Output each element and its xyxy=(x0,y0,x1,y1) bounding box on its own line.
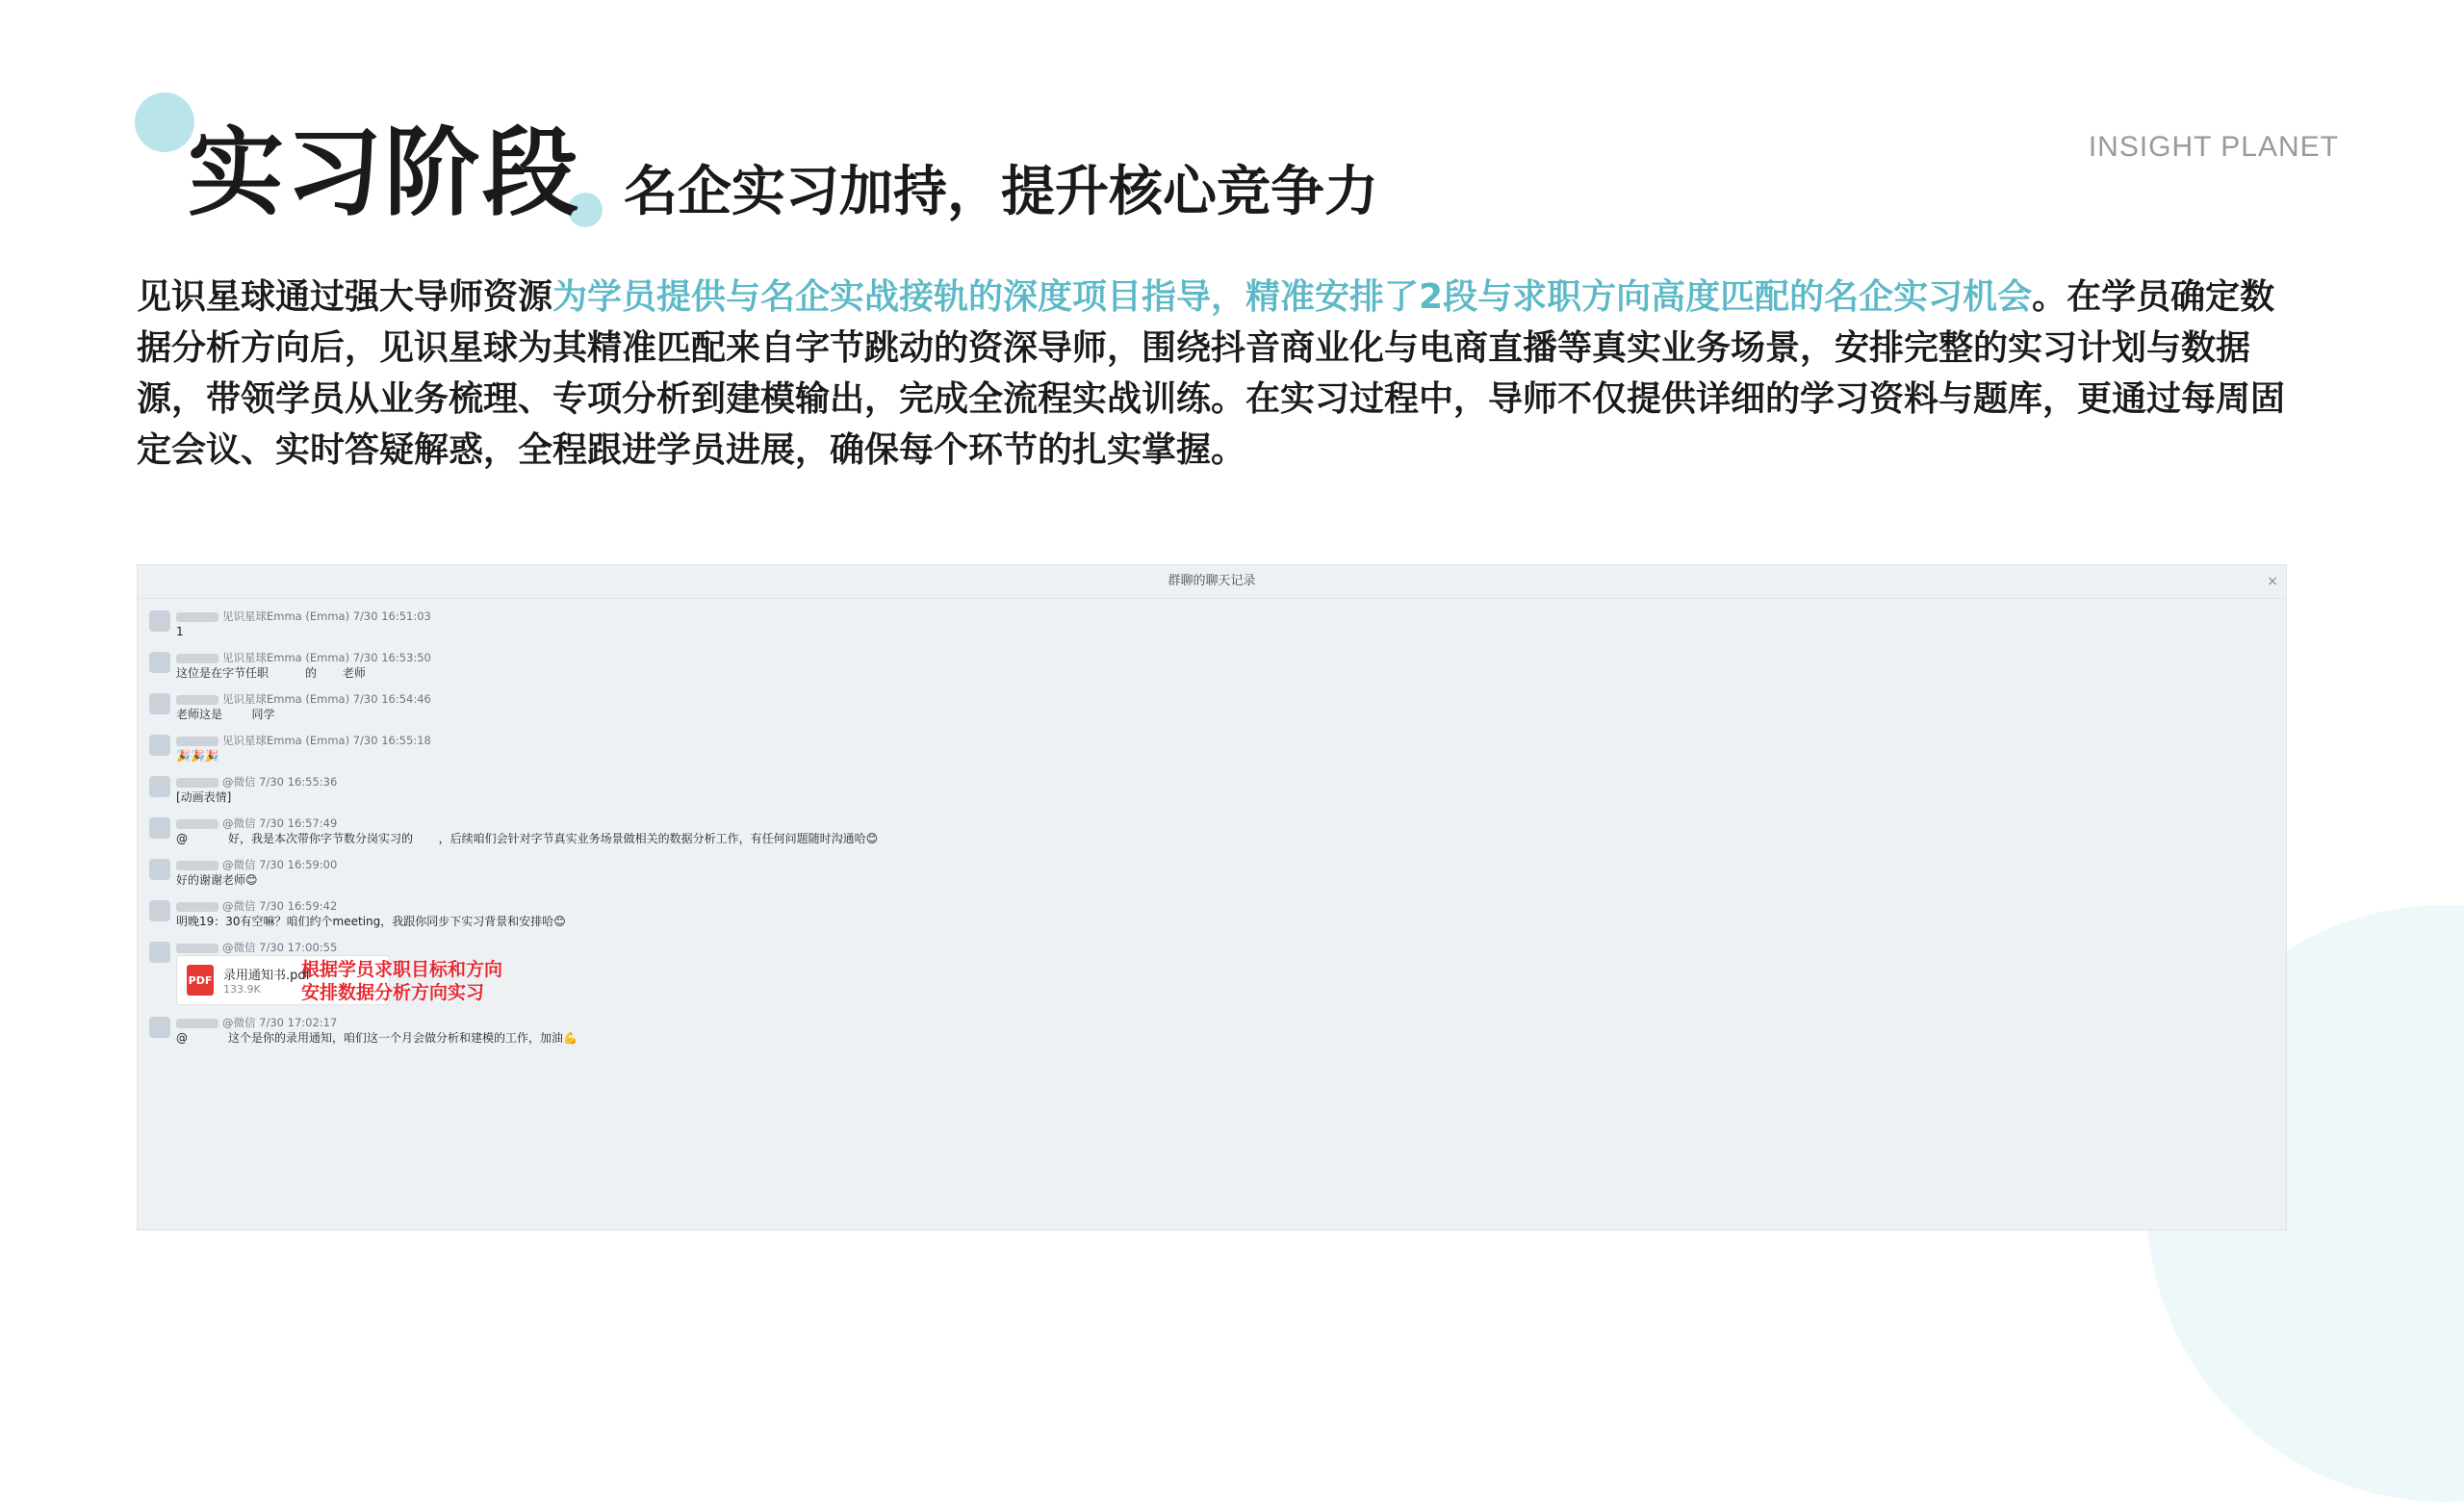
message-sender-time: @微信 7/30 16:55:36 xyxy=(222,775,338,789)
avatar xyxy=(149,652,170,673)
avatar xyxy=(149,693,170,714)
message-text: 1 xyxy=(176,625,184,638)
redacted-name xyxy=(176,778,218,788)
avatar xyxy=(149,859,170,880)
chat-message xyxy=(176,898,2271,930)
message-meta xyxy=(176,1015,2271,1030)
message-meta xyxy=(176,774,2271,790)
redacted-name xyxy=(176,861,218,870)
message-text: @ 好，我是本次带你字节数分岗实习的 ，后续咱们会针对字节真实业务场景做相关的数据分析工作，有任何问题随时沟通哈😊 xyxy=(176,832,879,845)
avatar xyxy=(149,817,170,839)
message-meta xyxy=(176,898,2271,914)
message-meta xyxy=(176,857,2271,872)
page-title: 实习阶段 xyxy=(188,117,580,229)
redacted-name xyxy=(176,944,218,953)
message-text: 老师这是 同学 xyxy=(176,708,275,721)
redacted-name xyxy=(176,612,218,622)
message-text: 明晚19：30有空嘛？咱们约个meeting，我跟你同步下实习背景和安排哈😊 xyxy=(176,915,566,928)
message-sender-time: @微信 7/30 17:00:55 xyxy=(222,941,338,954)
avatar xyxy=(149,1017,170,1038)
chat-message xyxy=(176,816,2271,847)
message-text: [动画表情] xyxy=(176,790,232,804)
file-info xyxy=(223,965,310,996)
file-name: 录用通知书.pdf xyxy=(223,969,311,983)
message-sender-time: 见识星球Emma (Emma) 7/30 16:51:03 xyxy=(222,609,431,623)
chat-panel xyxy=(137,564,2287,1230)
message-text: 好的谢谢老师😊 xyxy=(176,873,258,887)
message-sender-time: 见识星球Emma (Emma) 7/30 16:53:50 xyxy=(222,651,431,664)
message-sender-time: 见识星球Emma (Emma) 7/30 16:55:18 xyxy=(222,734,431,747)
annotation-label: 根据学员求职目标和方向 安排数据分析方向实习 xyxy=(301,959,503,1003)
message-meta xyxy=(176,733,2271,748)
chat-message xyxy=(176,733,2271,764)
chat-screenshot-gallery xyxy=(137,564,2287,1230)
chat-message xyxy=(176,857,2271,889)
message-meta xyxy=(176,691,2271,707)
avatar xyxy=(149,900,170,921)
message-sender-time: @微信 7/30 16:57:49 xyxy=(222,816,338,830)
avatar xyxy=(149,942,170,963)
message-text: 🎉🎉🎉 xyxy=(176,749,219,763)
message-sender-time: @微信 7/30 16:59:00 xyxy=(222,858,338,871)
message-meta xyxy=(176,816,2271,831)
chat-message xyxy=(176,650,2271,682)
close-icon[interactable]: × xyxy=(2267,574,2278,589)
file-size: 133.9K xyxy=(223,983,261,996)
avatar xyxy=(149,735,170,756)
message-meta xyxy=(176,650,2271,665)
redacted-name xyxy=(176,737,218,746)
redacted-name xyxy=(176,695,218,705)
intro-paragraph xyxy=(137,272,2289,476)
message-sender-time: @微信 7/30 17:02:17 xyxy=(222,1016,338,1029)
chat-message xyxy=(176,1015,2271,1047)
panel-header xyxy=(138,565,2286,599)
chat-message xyxy=(176,609,2271,640)
redacted-name xyxy=(176,654,218,663)
message-sender-time: 见识星球Emma (Emma) 7/30 16:54:46 xyxy=(222,692,431,706)
avatar xyxy=(149,776,170,797)
avatar xyxy=(149,610,170,632)
redacted-name xyxy=(176,1019,218,1028)
panel-title: 群聊的聊天记录 xyxy=(1168,574,1256,588)
redacted-name xyxy=(176,819,218,829)
message-text: 这位是在字节任职 的 老师 xyxy=(176,666,366,680)
intro-highlight: 为学员提供与名企实战接轨的深度项目指导，精准安排了2段与求职方向高度匹配的名企实习机会 xyxy=(552,277,2033,317)
brand-logo-text: INSIGHT PLANET xyxy=(2088,131,2339,163)
message-sender-time: @微信 7/30 16:59:42 xyxy=(222,899,338,913)
intro-text-part2: 。在学员确定数据分析方向后，见识星球为其精准匹配来自字节跳动的资深导师，围绕抖音商业化与电商直播等真实业务场景，安排完整的实习计划与数据源，带领学员从业务梳理、专项分析到建模输出，完成全流程实战训练。在实习过程中，导师不仅提供详细的学习资料与题库，更通过每周固定会议、实时答疑解惑，全程跟进学员进展，确保每个环节的扎实掌握。 xyxy=(137,277,2286,470)
message-meta xyxy=(176,609,2271,624)
chat-message xyxy=(176,774,2271,806)
intro-text-part1: 见识星球通过强大导师资源 xyxy=(137,277,553,317)
page-subtitle: 名企实习加持，提升核心竞争力 xyxy=(624,161,1378,223)
message-meta xyxy=(176,940,2271,955)
decorative-dot xyxy=(135,92,194,152)
chat-message xyxy=(176,691,2271,723)
message-text: @ 这个是你的录用通知，咱们这一个月会做分析和建模的工作，加油💪 xyxy=(176,1031,578,1045)
redacted-name xyxy=(176,902,218,912)
pdf-icon: PDF xyxy=(187,965,214,996)
